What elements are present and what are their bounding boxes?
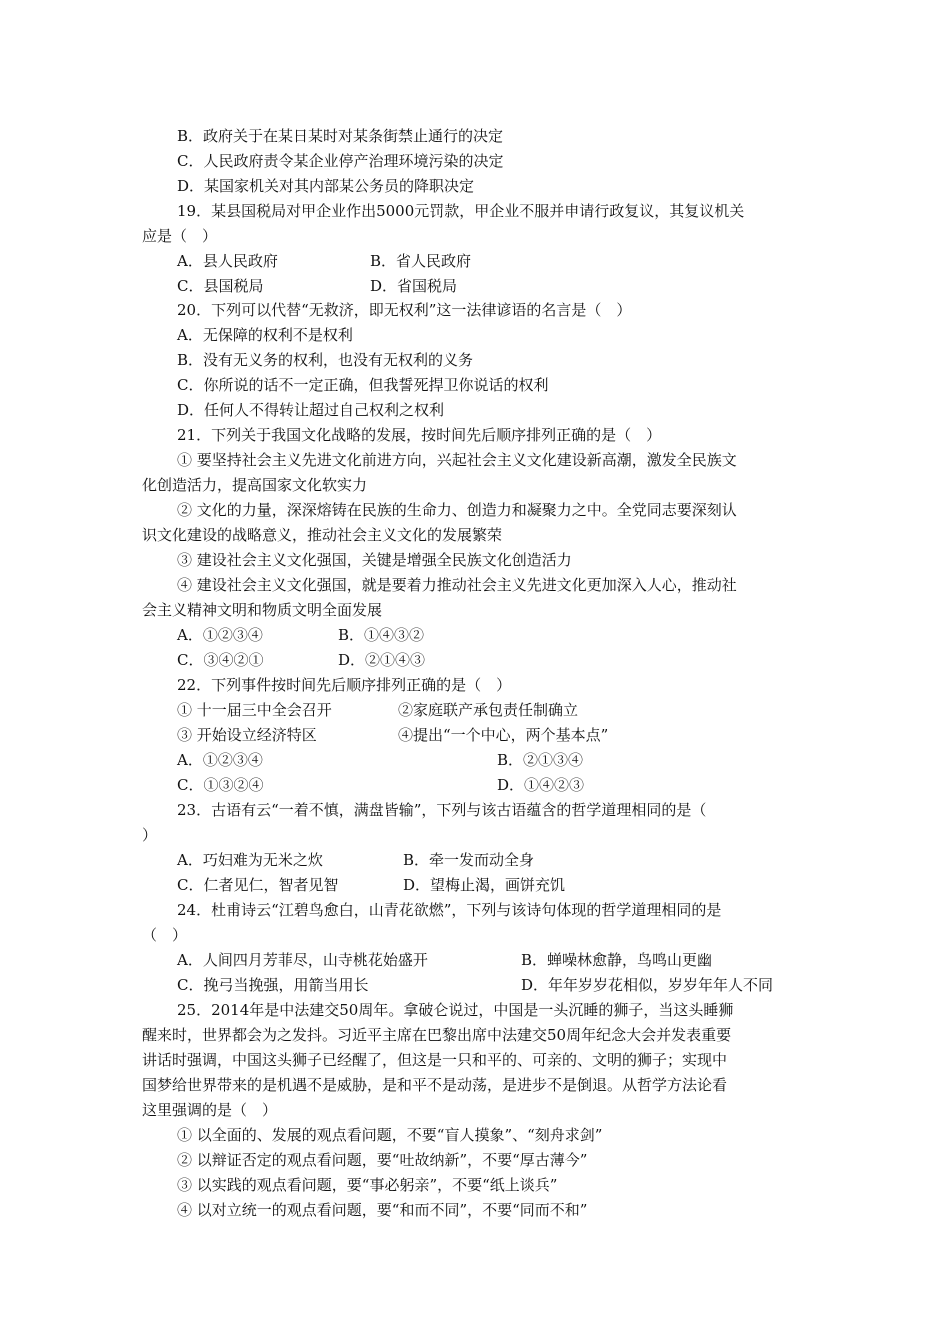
q20-option-c: C．你所说的话不一定正确，但我誓死捍卫你说话的权利 <box>177 376 549 394</box>
q22-option-d: D．①④②③ <box>497 776 585 794</box>
q22-option-a: A．①②③④ <box>177 751 263 769</box>
q24-stem-line1: 24．杜甫诗云“江碧鸟愈白，山青花欲燃”，下列与该诗句体现的哲学道理相同的是 <box>177 901 722 919</box>
q25-stem-line3: 讲话时强调，中国这头狮子已经醒了，但这是一只和平的、可亲的、文明的狮子；实现中 <box>142 1051 728 1069</box>
q24-stem-line2: （ ） <box>142 926 188 944</box>
q21-item2-line1: ② 文化的力量，深深熔铸在民族的生命力、创造力和凝聚力之中。全党同志要深刻认 <box>177 501 737 519</box>
q21-option-b: B．①④③② <box>338 626 425 644</box>
q24-option-c: C．挽弓当挽强，用箭当用长 <box>177 976 369 994</box>
q20-option-d: D．任何人不得转让超过自己权利之权利 <box>177 401 445 419</box>
q19-option-b: B．省人民政府 <box>370 252 472 270</box>
q22-item4: ④提出“一个中心，两个基本点” <box>398 726 609 744</box>
q22-option-c: C．①③②④ <box>177 776 264 794</box>
q25-stem-line1: 25．2014年是中法建交50周年。拿破仑说过，中国是一头沉睡的狮子，当这头睡狮 <box>177 1001 734 1019</box>
q20-option-a: A．无保障的权利不是权利 <box>177 326 353 344</box>
q22-item3: ③ 开始设立经济特区 <box>177 726 317 744</box>
q19-option-a: A．县人民政府 <box>177 252 278 270</box>
q21-item2-line2: 识文化建设的战略意义，推动社会主义文化的发展繁荣 <box>142 526 503 544</box>
q19-option-d: D．省国税局 <box>370 277 458 295</box>
q21-item4-line1: ④ 建设社会主义文化强国，就是要着力推动社会主义先进文化更加深入人心，推动社 <box>177 576 737 594</box>
q24-option-d: D．年年岁岁花相似，岁岁年年人不同 <box>521 976 774 994</box>
q25-item3: ③ 以实践的观点看问题，要“事必躬亲”，不要“纸上谈兵” <box>177 1176 558 1194</box>
q23-stem-line1: 23．古语有云“一着不慎，满盘皆输”，下列与该古语蕴含的哲学道理相同的是（ <box>177 801 707 819</box>
q25-stem-line5: 这里强调的是（ ） <box>142 1101 278 1119</box>
q23-option-a: A．巧妇难为无米之炊 <box>177 851 323 869</box>
q21-item1-line2: 化创造活力，提高国家文化软实力 <box>142 476 368 494</box>
q24-option-a: A．人间四月芳菲尽，山寺桃花始盛开 <box>177 951 428 969</box>
q22-item1: ① 十一届三中全会召开 <box>177 701 332 719</box>
q18-option-c: C．人民政府责令某企业停产治理环境污染的决定 <box>177 152 504 170</box>
q21-item3: ③ 建设社会主义文化强国，关键是增强全民族文化创造活力 <box>177 551 572 569</box>
q20-option-b: B．没有无义务的权利，也没有无权利的义务 <box>177 351 474 369</box>
q19-stem-line1: 19．某县国税局对甲企业作出5000元罚款，甲企业不服并申请行政复议，其复议机关 <box>177 202 745 220</box>
q18-option-b: B．政府关于在某日某时对某条街禁止通行的决定 <box>177 127 504 145</box>
q24-option-b: B．蝉噪林愈静，鸟鸣山更幽 <box>521 951 713 969</box>
q25-stem-line4: 国梦给世界带来的是机遇不是威胁，是和平不是动荡，是进步不是倒退。从哲学方法论看 <box>142 1076 728 1094</box>
q23-stem-line2: ） <box>142 826 158 844</box>
q23-option-d: D．望梅止渴，画饼充饥 <box>403 876 566 894</box>
q21-stem: 21．下列关于我国文化战略的发展，按时间先后顺序排列正确的是（ ） <box>177 426 662 444</box>
q18-option-d: D．某国家机关对其内部某公务员的降职决定 <box>177 177 475 195</box>
q23-option-b: B．牵一发而动全身 <box>403 851 535 869</box>
q19-option-c: C．县国税局 <box>177 277 264 295</box>
q22-option-b: B．②①③④ <box>497 751 584 769</box>
q19-stem-line2: 应是（ ） <box>142 227 218 245</box>
q25-item1: ① 以全面的、发展的观点看问题，不要“盲人摸象”、“刻舟求剑” <box>177 1126 603 1144</box>
q23-option-c: C．仁者见仁，智者见智 <box>177 876 339 894</box>
q20-stem: 20．下列可以代替“无救济，即无权利”这一法律谚语的名言是（ ） <box>177 301 632 319</box>
q25-item2: ② 以辩证否定的观点看问题，要“吐故纳新”，不要“厚古薄今” <box>177 1151 588 1169</box>
q21-option-d: D．②①④③ <box>338 651 426 669</box>
q25-stem-line2: 醒来时，世界都会为之发抖。习近平主席在巴黎出席中法建交50周年纪念大会并发表重要 <box>142 1026 732 1044</box>
q21-item1-line1: ① 要坚持社会主义先进文化前进方向，兴起社会主义文化建设新高潮，激发全民族文 <box>177 451 737 469</box>
q21-item4-line2: 会主义精神文明和物质文明全面发展 <box>142 601 383 619</box>
q21-option-a: A．①②③④ <box>177 626 263 644</box>
q22-stem: 22．下列事件按时间先后顺序排列正确的是（ ） <box>177 676 512 694</box>
q21-option-c: C．③④②① <box>177 651 264 669</box>
q22-item2: ②家庭联产承包责任制确立 <box>398 701 579 719</box>
q25-item4: ④ 以对立统一的观点看问题，要“和而不同”，不要“同而不和” <box>177 1201 588 1219</box>
